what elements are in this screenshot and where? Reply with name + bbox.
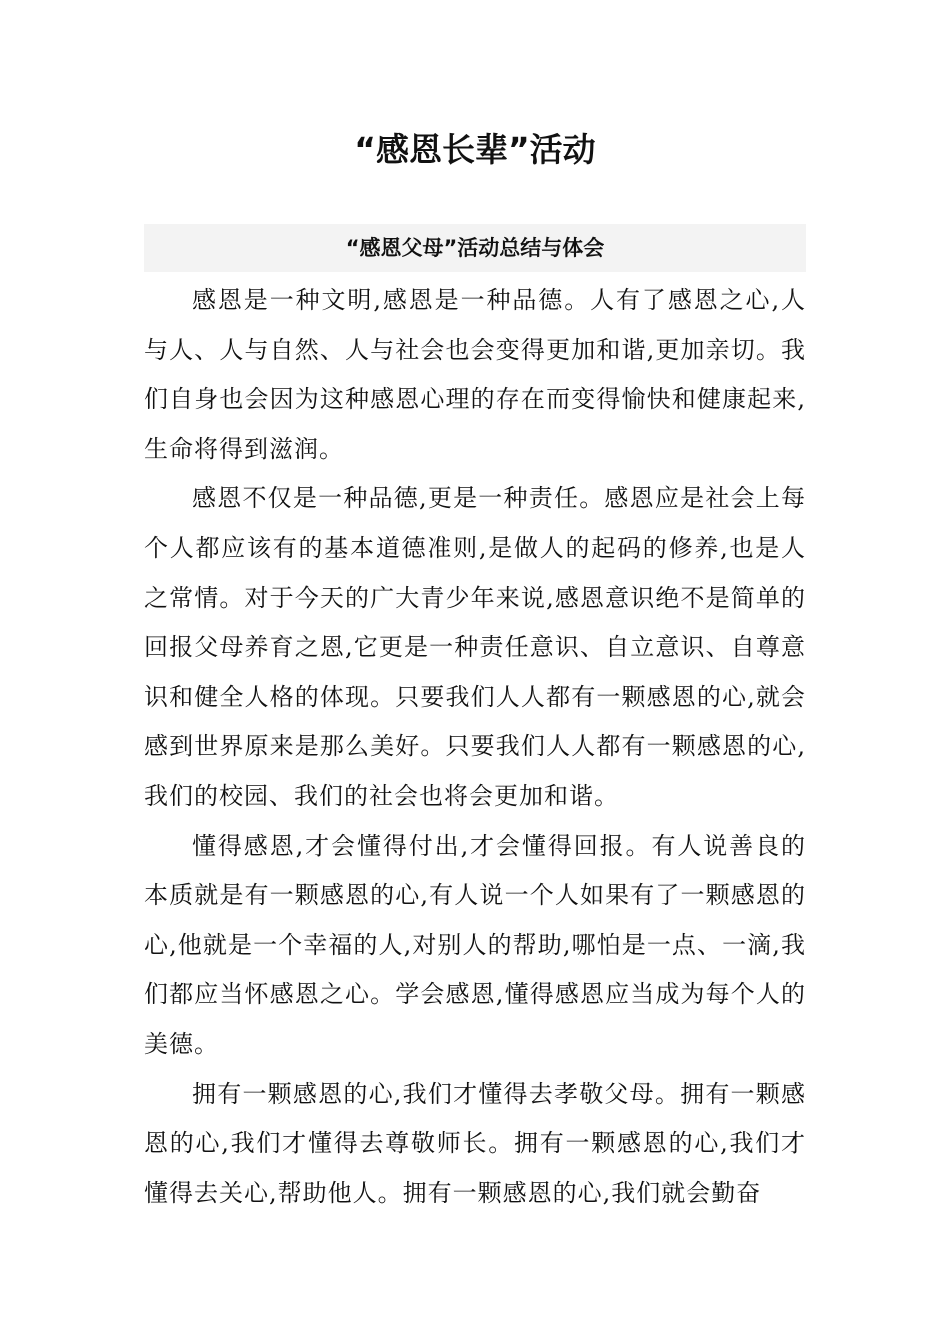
paragraph: 懂得感恩,才会懂得付出,才会懂得回报。有人说善良的本质就是有一颗感恩的心,有人说一个人如果有了一颗感恩的心,他就是一个幸福的人,对别人的帮助,哪怕是一点、一滴,我们都应当怀感恩之心。学会感恩,懂得感恩应当成为每个人的美德。 [144, 831, 806, 1058]
section-title-band [144, 224, 806, 272]
paragraph: 感恩不仅是一种品德,更是一种责任。感恩应是社会上每个人都应该有的基本道德准则,是做人的起码的修养,也是人之常情。对于今天的广大青少年来说,感恩意识绝不是简单的回报父母养育之恩,它更是一种责任意识、自立意识、自尊意识和健全人格的体现。只要我们人人都有一颗感恩的心,就会感到世界原来是那么美好。只要我们人人都有一颗感恩的心,我们的校园、我们的社会也将会更加和谐。 [144, 484, 806, 810]
paragraph: 感恩是一种文明,感恩是一种品德。人有了感恩之心,人与人、人与自然、人与社会也会变得更加和谐,更加亲切。我们自身也会因为这种感恩心理的存在而变得愉快和健康起来,生命将得到滋润。 [144, 286, 806, 463]
section-title: “感恩父母”活动总结与体会 [345, 236, 605, 260]
paragraph: 拥有一颗感恩的心,我们才懂得去孝敬父母。拥有一颗感恩的心,我们才懂得去尊敬师长。拥有一颗感恩的心,我们才懂得去关心,帮助他人。拥有一颗感恩的心,我们就会勤奋 [144, 1079, 806, 1207]
document-title: “感恩长辈”活动 [354, 130, 596, 169]
document-body [144, 276, 806, 1218]
